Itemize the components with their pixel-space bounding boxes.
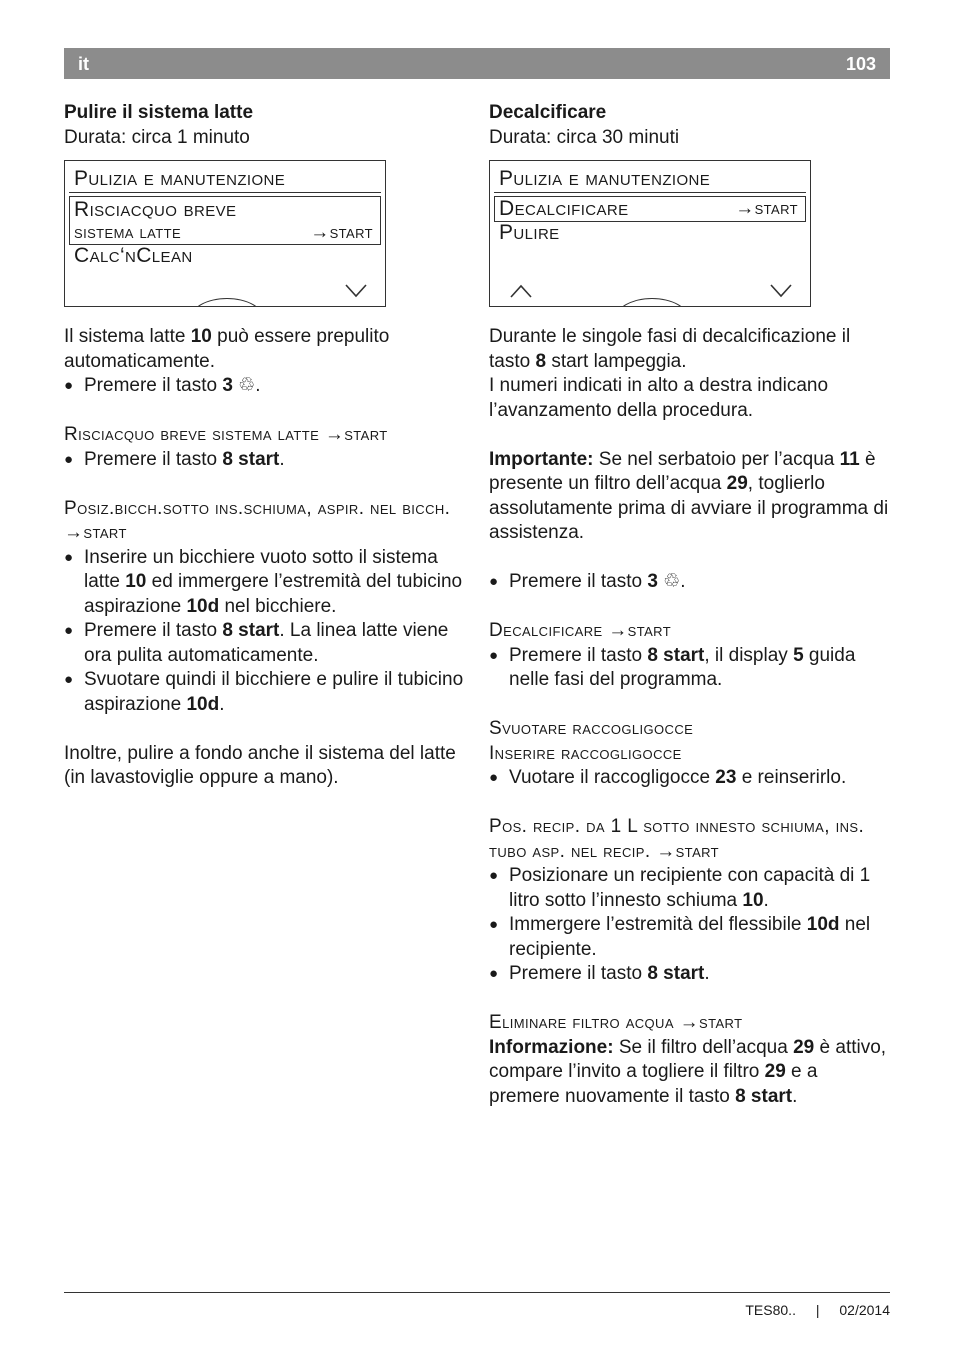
footer-divider bbox=[64, 1292, 890, 1293]
display-message: Svuotare raccogligocce bbox=[489, 718, 694, 739]
display-message: Posiz.bicch.sotto ins.schiuma, aspir. nel bicch. →start bbox=[64, 497, 451, 543]
bullet-item: ● Premere il tasto 8 start. bbox=[489, 962, 889, 987]
bullet-item: ● Inserire un bicchiere vuoto sotto il sistema latte 10 ed immergere l’estremità del tubicino aspirazione 10d nel bicchiere. bbox=[64, 546, 468, 620]
display-message: Decalcificare →start bbox=[489, 620, 672, 641]
display-arc bbox=[615, 298, 689, 307]
bullet-item: ● Premere il tasto 8 start. La linea latte viene ora pulita automaticamente. bbox=[64, 619, 468, 668]
display-line bbox=[499, 198, 802, 220]
paragraph: I numeri indicati in alto a destra indicano l’avanzamento della procedura. bbox=[489, 375, 829, 421]
footer bbox=[729, 1298, 890, 1323]
chevron-up-icon bbox=[510, 284, 532, 298]
display-screen bbox=[64, 160, 386, 307]
display-line-text: sistema latte bbox=[74, 222, 182, 243]
chevron-down-icon bbox=[770, 284, 792, 298]
bullet-item: ● Immergere l’estremità del flessibile 10d nel recipiente. bbox=[489, 913, 889, 962]
paragraph: Durante le singole fasi di decalcificazione il tasto 8 start lampeggia. bbox=[489, 326, 851, 372]
display-arc bbox=[190, 298, 264, 307]
bullet-item: ● Premere il tasto 8 start, il display 5 guida nelle fasi del programma. bbox=[489, 644, 889, 693]
display-screen bbox=[489, 160, 811, 307]
display-title: Pulizia e manutenzione bbox=[69, 166, 381, 193]
display-start-action: →start bbox=[310, 222, 373, 243]
section-title-descaling: Decalcificare bbox=[489, 102, 607, 123]
display-line: Calc‘nClean bbox=[74, 244, 193, 267]
important-note: Importante: Se nel serbatoio per l’acqua 11 è presente un filtro dell’acqua 29, toglierlo assolutamente prima di avviare il programma di assistenza. bbox=[489, 448, 889, 543]
language-label: it bbox=[78, 54, 89, 74]
display-title: Pulizia e manutenzione bbox=[494, 166, 806, 193]
display-line-text: Decalcificare bbox=[499, 197, 629, 220]
bullet-item: ● Premere il tasto 3 ♲. bbox=[489, 570, 889, 595]
display-line: Pulire bbox=[499, 221, 560, 244]
display-start-action: →start bbox=[735, 198, 798, 219]
left-column bbox=[64, 101, 468, 791]
footer-date: 02/2014 bbox=[839, 1302, 890, 1318]
chevron-down-icon bbox=[345, 284, 367, 298]
bullet-item: ● Premere il tasto 3 ♲. bbox=[64, 374, 468, 399]
bullet-item: ● Vuotare il raccogligocce 23 e reinserirlo. bbox=[489, 766, 889, 791]
display-line bbox=[74, 222, 377, 244]
page-header bbox=[64, 48, 890, 79]
paragraph: Il sistema latte 10 può essere prepulito automaticamente. bbox=[64, 326, 390, 372]
display-message: Risciacquo breve sistema latte →start bbox=[64, 424, 388, 445]
paragraph: Inoltre, pulire a fondo anche il sistema del latte (in lavastoviglie oppure a mano). bbox=[64, 742, 456, 788]
duration-text: Durata: circa 30 minuti bbox=[489, 126, 680, 148]
bullet-item: ● Svuotare quindi il bicchiere e pulire il tubicino aspirazione 10d. bbox=[64, 668, 468, 717]
bullet-item: ● Posizionare un recipiente con capacità di 1 litro sotto l’innesto schiuma 10. bbox=[489, 864, 889, 913]
section-title-milk-cleaning: Pulire il sistema latte bbox=[64, 102, 254, 123]
display-message: Pos. recip. da 1 L sotto innesto schiuma, ins. tubo asp. nel recip. →start bbox=[489, 816, 865, 862]
display-message: Inserire raccogligocce bbox=[489, 742, 682, 764]
bullet-item: ● Premere il tasto 8 start. bbox=[64, 448, 468, 473]
duration-text: Durata: circa 1 minuto bbox=[64, 126, 250, 148]
footer-model: TES80.. bbox=[745, 1302, 796, 1318]
right-column bbox=[489, 101, 889, 1109]
display-message: Eliminare filtro acqua →start bbox=[489, 1012, 743, 1033]
footer-separator: | bbox=[815, 1302, 820, 1318]
display-line: Risciacquo breve bbox=[74, 198, 237, 221]
page-number: 103 bbox=[845, 54, 876, 74]
info-note: Informazione: Se il filtro dell’acqua 29 è attivo, compare l’invito a togliere il filtro 29 e a premere nuovamente il tasto 8 start. bbox=[489, 1036, 887, 1107]
